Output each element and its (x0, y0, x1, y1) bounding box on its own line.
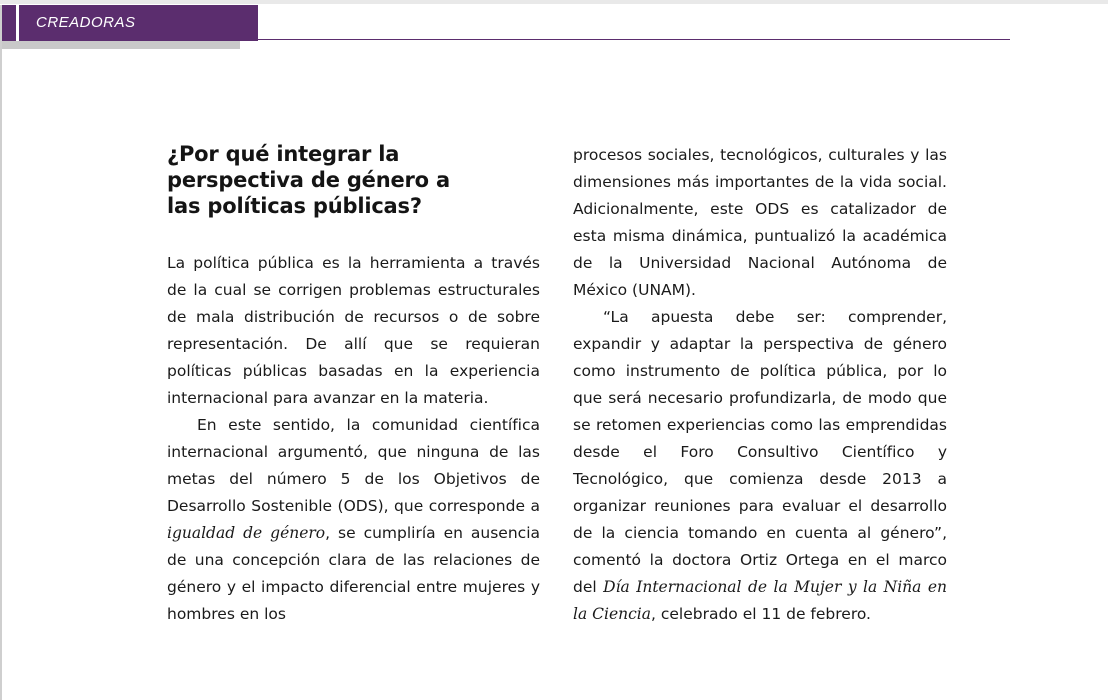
paragraph: La política pública es la herramienta a través de la cual se corrigen problemas estructurales de mala distribución de recursos o de sobre representación. De allí que se requieran políticas públicas basadas en la experiencia internacional para avanzar en la materia. (167, 254, 540, 407)
paragraph-text: En este sentido, la comunidad científica internacional argumentó, que ninguna de las metas del número 5 de los Objetivos de Desarrollo Sostenible (ODS), que corresponde a (167, 416, 540, 515)
emphasis-text: igualdad de género (167, 524, 326, 542)
section-tab-underbar (2, 41, 240, 49)
paragraph (573, 304, 947, 628)
heading-line: las políticas públicas? (167, 194, 422, 218)
article-heading (167, 141, 527, 219)
heading-line: ¿Por qué integrar la (167, 142, 400, 166)
paragraph (167, 412, 540, 628)
heading-line: perspectiva de género a (167, 168, 450, 192)
left-column (167, 250, 540, 628)
paragraph-text: , se cumpliría en ausencia de una concepción clara de las relaciones de género y el impacto diferencial entre mujeres y hombres en los (167, 524, 540, 623)
right-column (573, 142, 947, 628)
header-rule (258, 39, 1010, 40)
page-top-edge (0, 0, 1108, 4)
page-left-edge (0, 5, 2, 700)
paragraph-text: , celebrado el 11 de febrero. (650, 605, 871, 623)
section-tab (2, 5, 258, 41)
section-label: CREADORAS (36, 14, 136, 31)
paragraph: procesos sociales, tecnológicos, culturales y las dimensiones más importantes de la vida social. Adicionalmente, este ODS es catalizador de esta misma dinámica, puntualizó la académica de la Universidad Nacional Autónoma de México (UNAM). (573, 146, 947, 299)
section-tab-stripe (16, 5, 19, 41)
emphasis-text: Día Internacional de la Mujer y la Niña en la Ciencia (573, 578, 948, 623)
paragraph-text: “La apuesta debe ser: comprender, expandir y adaptar la perspectiva de género como instrumento de política pública, por lo que será necesario profundizarla, de modo que se retomen experiencias como las emprendidas desde el Foro Consultivo Científico y Tecnológico, que comienza desde 2013 a organizar reuniones para evaluar el desarrollo de la ciencia tomando en cuenta al género”, comentó la doctora Ortiz Ortega en el marco del (573, 308, 947, 596)
